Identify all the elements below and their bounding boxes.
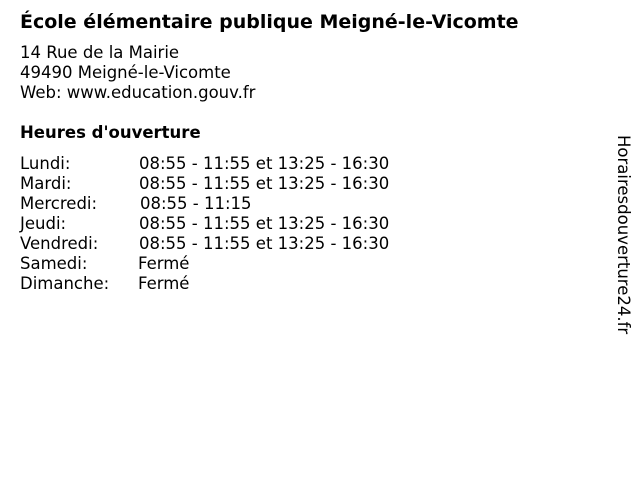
website-text: Web: www.education.gouv.fr — [20, 83, 256, 102]
address-block — [20, 43, 255, 103]
site-watermark: Horairesdouverture24.fr — [614, 135, 633, 335]
day-label: Dimanche: — [20, 274, 110, 293]
address-city: 49490 Meigné-le-Vicomte — [20, 63, 231, 82]
day-label: Vendredi: — [20, 234, 99, 253]
hours-value: Fermé — [138, 274, 190, 293]
hours-value: 08:55 - 11:15 — [140, 194, 252, 213]
day-label: Lundi: — [20, 154, 71, 173]
hours-value: Fermé — [138, 254, 190, 273]
page-title: École élémentaire publique Meigné-le-Vicomte — [20, 11, 519, 33]
address-street: 14 Rue de la Mairie — [20, 43, 180, 62]
hours-value: 08:55 - 11:55 et 13:25 - 16:30 — [139, 174, 390, 193]
hours-value: 08:55 - 11:55 et 13:25 - 16:30 — [139, 234, 390, 253]
hours-value: 08:55 - 11:55 et 13:25 - 16:30 — [139, 154, 390, 173]
day-label: Mercredi: — [20, 194, 98, 213]
day-label: Jeudi: — [20, 214, 67, 233]
opening-hours-heading: Heures d'ouverture — [20, 123, 201, 142]
hours-value: 08:55 - 11:55 et 13:25 - 16:30 — [139, 214, 390, 233]
day-label: Mardi: — [20, 174, 72, 193]
day-label: Samedi: — [20, 254, 88, 273]
